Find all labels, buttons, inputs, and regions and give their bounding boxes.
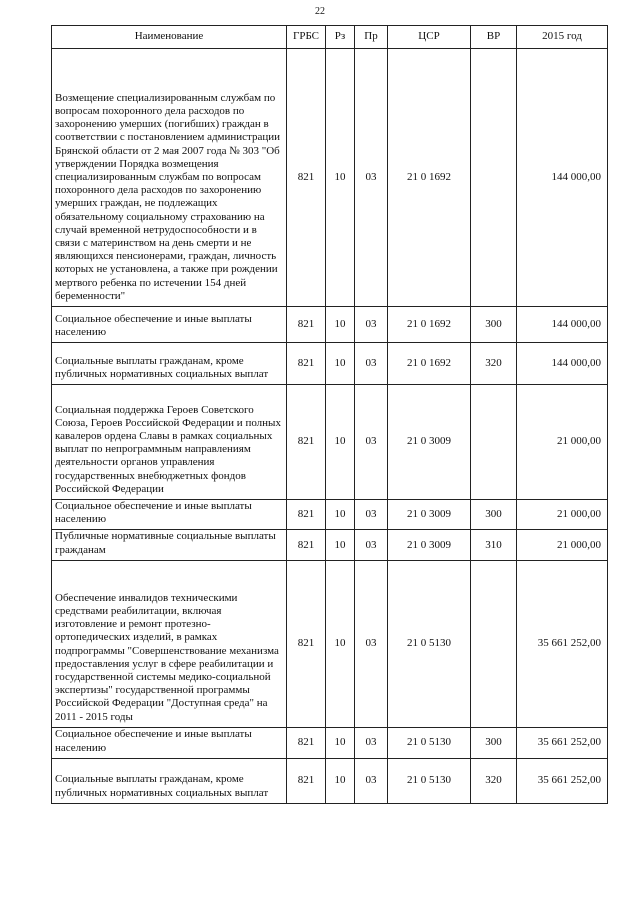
row-amount: 35 661 252,00 — [517, 758, 608, 803]
row-csr: 21 0 3009 — [388, 500, 471, 530]
row-grbs: 821 — [287, 727, 326, 758]
row-csr: 21 0 1692 — [388, 49, 471, 307]
row-grbs: 821 — [287, 758, 326, 803]
row-name: Социальное обеспечение и иные выплаты населению — [52, 727, 287, 758]
row-name: Возмещение специализированным службам по вопросам похоронного дела расходов по захоронению умерших (погибших) граждан в соответствии с постановлением администрации Брянской области от 2 мая 2007 года № 303 "Об утверждении Порядка возмещения специализированным службам по вопросам похоронного дела расходов по захоронению умерших граждан, не подлежащих обязательному социальному страхованию на случай временной нетрудоспособности и в связи с материнством на день смерти и не являющихся пенсионерами, граждан, личность которых не установлена, а также при рождении мертвого ребенка по истечении 154 дней беременности" — [52, 49, 287, 307]
row-csr: 21 0 5130 — [388, 560, 471, 727]
row-rz: 10 — [326, 385, 355, 500]
row-name: Публичные нормативные социальные выплаты гражданам — [52, 530, 287, 560]
row-vr — [471, 385, 517, 500]
row-pr: 03 — [355, 385, 388, 500]
table-row — [52, 530, 608, 560]
row-csr: 21 0 3009 — [388, 530, 471, 560]
header-name: Наименование — [52, 26, 287, 49]
row-pr: 03 — [355, 49, 388, 307]
row-vr: 300 — [471, 727, 517, 758]
budget-table — [51, 25, 608, 804]
row-vr: 320 — [471, 343, 517, 385]
row-grbs: 821 — [287, 343, 326, 385]
row-rz: 10 — [326, 49, 355, 307]
row-pr: 03 — [355, 758, 388, 803]
row-amount: 21 000,00 — [517, 385, 608, 500]
page-number: 22 — [315, 6, 325, 17]
row-pr: 03 — [355, 500, 388, 530]
row-grbs: 821 — [287, 560, 326, 727]
table-row — [52, 385, 608, 500]
row-csr: 21 0 5130 — [388, 758, 471, 803]
row-grbs: 821 — [287, 49, 326, 307]
row-vr: 310 — [471, 530, 517, 560]
table-row — [52, 343, 608, 385]
row-grbs: 821 — [287, 500, 326, 530]
table-row — [52, 49, 608, 307]
header-pr: Пр — [355, 26, 388, 49]
row-vr: 300 — [471, 307, 517, 343]
row-rz: 10 — [326, 343, 355, 385]
header-year: 2015 год — [517, 26, 608, 49]
table-row — [52, 500, 608, 530]
row-rz: 10 — [326, 727, 355, 758]
header-grbs: ГРБС — [287, 26, 326, 49]
row-vr: 300 — [471, 500, 517, 530]
header-rz: Рз — [326, 26, 355, 49]
row-name: Социальное обеспечение и иные выплаты населению — [52, 307, 287, 343]
table-header-row — [52, 26, 608, 49]
header-vr: ВР — [471, 26, 517, 49]
row-csr: 21 0 5130 — [388, 727, 471, 758]
row-csr: 21 0 3009 — [388, 385, 471, 500]
row-amount: 21 000,00 — [517, 530, 608, 560]
row-rz: 10 — [326, 758, 355, 803]
row-pr: 03 — [355, 530, 388, 560]
header-csr: ЦСР — [388, 26, 471, 49]
row-vr: 320 — [471, 758, 517, 803]
row-grbs: 821 — [287, 307, 326, 343]
table-row — [52, 307, 608, 343]
row-pr: 03 — [355, 727, 388, 758]
row-amount: 144 000,00 — [517, 307, 608, 343]
row-amount: 35 661 252,00 — [517, 727, 608, 758]
row-name: Обеспечение инвалидов техническими средствами реабилитации, включая изготовление и ремонт протезно-ортопедических изделий, в рамках подпрограммы "Совершенствование механизма предоставления услуг в сфере реабилитации и государственной системы медико-социальной экспертизы" государственной программы Российской Федерации "Доступная среда" на 2011 - 2015 годы — [52, 560, 287, 727]
row-name: Социальная поддержка Героев Советского Союза, Героев Российской Федерации и полных кавалеров ордена Славы в рамках социальных выплат по непрограммным направлениям деятельности органов управления государственных внебюджетных фондов Российской Федерации — [52, 385, 287, 500]
row-rz: 10 — [326, 530, 355, 560]
row-amount: 144 000,00 — [517, 49, 608, 307]
row-amount: 35 661 252,00 — [517, 560, 608, 727]
row-pr: 03 — [355, 343, 388, 385]
row-vr — [471, 560, 517, 727]
row-rz: 10 — [326, 560, 355, 727]
row-grbs: 821 — [287, 530, 326, 560]
row-name: Социальные выплаты гражданам, кроме публичных нормативных социальных выплат — [52, 758, 287, 803]
table-row — [52, 758, 608, 803]
row-vr — [471, 49, 517, 307]
table-row — [52, 560, 608, 727]
row-pr: 03 — [355, 560, 388, 727]
row-amount: 144 000,00 — [517, 343, 608, 385]
row-name: Социальное обеспечение и иные выплаты населению — [52, 500, 287, 530]
row-rz: 10 — [326, 307, 355, 343]
table-row — [52, 727, 608, 758]
row-amount: 21 000,00 — [517, 500, 608, 530]
row-rz: 10 — [326, 500, 355, 530]
row-name: Социальные выплаты гражданам, кроме публичных нормативных социальных выплат — [52, 343, 287, 385]
row-pr: 03 — [355, 307, 388, 343]
row-grbs: 821 — [287, 385, 326, 500]
row-csr: 21 0 1692 — [388, 307, 471, 343]
row-csr: 21 0 1692 — [388, 343, 471, 385]
